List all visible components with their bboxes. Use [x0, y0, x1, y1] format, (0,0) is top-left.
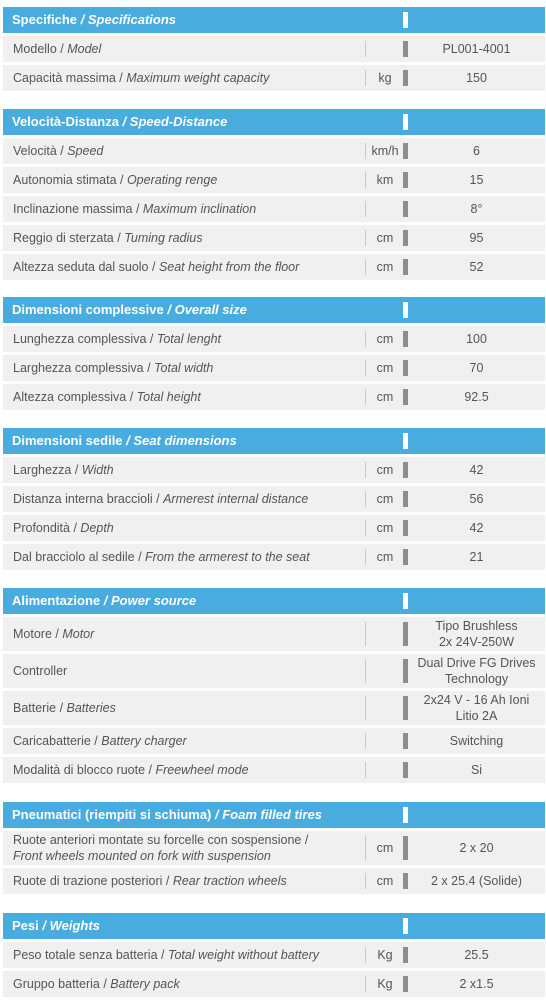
spec-section: [3, 428, 545, 570]
row-label: Inclinazione massima / Maximum inclination: [13, 202, 257, 216]
header-divider: [403, 433, 408, 449]
section-title-en: Specifications: [87, 12, 177, 27]
section-title: Pneumatici (riempiti si schiuma): [12, 807, 212, 822]
label-en: Operating renge: [126, 173, 218, 187]
spec-row: [3, 457, 545, 483]
label-en: Motor: [62, 627, 95, 641]
row-value: 15: [469, 173, 484, 187]
column-divider: [365, 143, 366, 159]
spec-row: [3, 942, 545, 968]
spec-row: [3, 971, 545, 997]
column-divider: [365, 230, 366, 246]
row-value: 70: [469, 361, 484, 375]
label-en: Total width: [154, 361, 214, 375]
label-en: Total lenght: [156, 332, 222, 346]
row-value: 52: [469, 260, 484, 274]
row-unit: cm: [376, 874, 394, 888]
row-unit: km/h: [371, 144, 399, 158]
spec-section: [3, 7, 545, 91]
row-value: PL001-4001: [442, 42, 511, 56]
spec-row: [3, 384, 545, 410]
section-title-en: Weights: [49, 918, 100, 933]
spec-section: [3, 297, 545, 410]
column-divider: [365, 622, 366, 646]
spec-row: [3, 326, 545, 352]
label-it: Motore: [13, 627, 52, 641]
header-divider: [403, 114, 408, 130]
row-label: Gruppo batteria / Battery pack: [13, 977, 180, 991]
label-en: Batteries: [66, 701, 116, 715]
spec-row: [3, 544, 545, 570]
label-it: Peso totale senza batteria: [13, 948, 158, 962]
row-value: 56: [469, 492, 484, 506]
spec-row: [3, 486, 545, 512]
section-header: Pesi / Weights: [3, 913, 545, 939]
row-value: 42: [469, 521, 484, 535]
label-it: Capacità massima: [13, 71, 116, 85]
row-unit: cm: [376, 361, 394, 375]
label-en: Maximum weight capacity: [126, 71, 270, 85]
label-it: Modalità di blocco ruote: [13, 763, 146, 777]
row-label: [13, 654, 67, 688]
column-divider: [365, 549, 366, 565]
row-value: 8°: [470, 202, 483, 216]
column-divider: [365, 836, 366, 860]
label-en: Total height: [136, 390, 201, 404]
header-divider: [403, 12, 408, 28]
row-label: Altezza seduta dal suolo / Seat height from the floor: [13, 260, 300, 274]
row-unit: cm: [376, 332, 394, 346]
label-it: Profondità: [13, 521, 70, 535]
label-en: Depth: [80, 521, 114, 535]
spec-row: [3, 515, 545, 541]
label-en: Freewheel mode: [155, 763, 249, 777]
spec-row: [3, 617, 545, 651]
header-divider: [403, 593, 408, 609]
row-unit: kg: [378, 71, 392, 85]
row-value: 42: [469, 463, 484, 477]
row-label: Larghezza / Width: [13, 463, 114, 477]
label-en: Width: [81, 463, 114, 477]
row-unit: [367, 757, 403, 783]
label-it: Larghezza complessiva: [13, 361, 144, 375]
header-divider: [403, 918, 408, 934]
section-header: Specifiche / Specifications: [3, 7, 545, 33]
row-unit: [367, 196, 403, 222]
spec-row: [3, 138, 545, 164]
spec-section: [3, 588, 545, 783]
label-it: Dal bracciolo al sedile: [13, 550, 135, 564]
column-divider: [365, 41, 366, 57]
row-label: Ruote di trazione posteriori / Rear traction wheels: [13, 874, 287, 888]
label-it: Inclinazione massima: [13, 202, 133, 216]
row-label: Ruote anteriori montate su forcelle con sospensione / Front wheels mounted on fork with suspension: [13, 833, 309, 863]
row-unit: [367, 617, 403, 651]
label-en: From the armerest to the seat: [145, 550, 310, 564]
section-title-en: Seat dimensions: [133, 433, 237, 448]
section-title-en: Speed-Distance: [129, 114, 228, 129]
row-unit: cm: [376, 550, 394, 564]
row-label: Velocità / Speed: [13, 144, 104, 158]
row-label: Modello / Model: [13, 42, 102, 56]
row-value: 2 x 20: [459, 841, 494, 855]
spec-row: [3, 196, 545, 222]
row-label: Capacità massima / Maximum weight capacity: [13, 71, 270, 85]
row-label: Autonomia stimata / Operating renge: [13, 173, 218, 187]
header-divider: [403, 302, 408, 318]
column-divider: [365, 659, 366, 683]
column-divider: [365, 331, 366, 347]
spec-row: [3, 36, 545, 62]
label-it: Larghezza: [13, 463, 72, 477]
column-divider: [365, 873, 366, 889]
row-label: Lunghezza complessiva / Total lenght: [13, 332, 222, 346]
label-it: Lunghezza complessiva: [13, 332, 147, 346]
label-it: Ruote anteriori montate su forcelle con sospensione: [13, 833, 302, 847]
spec-section: [3, 802, 545, 894]
row-value: 100: [466, 332, 487, 346]
column-divider: [365, 360, 366, 376]
section-title: Alimentazione: [12, 593, 101, 608]
label-en: Total weight without battery: [167, 948, 319, 962]
row-value: 21: [469, 550, 484, 564]
column-divider: [365, 696, 366, 720]
spec-row: [3, 691, 545, 725]
spec-row: [3, 728, 545, 754]
row-unit: cm: [376, 521, 394, 535]
label-it: Batterie: [13, 701, 57, 715]
section-header: Velocità-Distanza / Speed-Distance: [3, 109, 545, 135]
section-title-en: Foam filled tires: [222, 807, 322, 822]
row-unit: [367, 728, 403, 754]
spec-row: [3, 831, 545, 865]
spec-row: [3, 868, 545, 894]
section-title: Dimensioni sedile: [12, 433, 123, 448]
label-it: Altezza seduta dal suolo: [13, 260, 149, 274]
section-header: Alimentazione / Power source: [3, 588, 545, 614]
column-divider: [365, 733, 366, 749]
column-divider: [365, 520, 366, 536]
column-divider: [365, 201, 366, 217]
label-en: Tuming radius: [124, 231, 203, 245]
row-label: Modalità di blocco ruote / Freewheel mode: [13, 763, 249, 777]
row-value: Si: [470, 763, 483, 777]
label-en: Battery charger: [101, 734, 187, 748]
row-value: 92.5: [464, 390, 489, 404]
row-label: Motore / Motor: [13, 627, 95, 641]
row-label: Batterie / Batteries: [13, 701, 116, 715]
spec-row: [3, 167, 545, 193]
row-label: Caricabatterie / Battery charger: [13, 734, 187, 748]
row-label: Dal bracciolo al sedile / From the armerest to the seat: [13, 550, 310, 564]
row-value: Switching: [449, 734, 504, 748]
label-en: Rear traction wheels: [172, 874, 287, 888]
spec-row: [3, 225, 545, 251]
row-value: Tipo Brushless 2x 24V-250W: [435, 619, 518, 649]
row-label: Reggio di sterzata / Tuming radius: [13, 231, 203, 245]
label-it: Caricabatterie: [13, 734, 91, 748]
row-label: Altezza complessiva / Total height: [13, 390, 201, 404]
row-unit: cm: [376, 492, 394, 506]
row-unit: km: [376, 173, 394, 187]
row-value: 2 x 25.4 (Solide): [430, 874, 523, 888]
label-en: Armerest internal distance: [163, 492, 309, 506]
row-unit: cm: [376, 231, 394, 245]
spec-row: [3, 654, 545, 688]
label-it: Modello: [13, 42, 57, 56]
row-value: 6: [473, 144, 480, 158]
row-value: 2x24 V - 16 Ah Ioni Litio 2A: [423, 693, 530, 723]
spec-row: [3, 355, 545, 381]
column-divider: [365, 976, 366, 992]
row-value: 2 x1.5: [459, 977, 494, 991]
spec-section: [3, 109, 545, 280]
section-header: Dimensioni sedile / Seat dimensions: [3, 428, 545, 454]
spec-row: [3, 757, 545, 783]
row-label: Distanza interna braccioli / Armerest internal distance: [13, 492, 309, 506]
row-value: 95: [469, 231, 484, 245]
section-title: Specifiche: [12, 12, 78, 27]
column-divider: [365, 70, 366, 86]
row-label: Profondità / Depth: [13, 521, 114, 535]
row-unit: cm: [376, 260, 394, 274]
row-unit: Kg: [377, 977, 393, 991]
label-en: Model: [67, 42, 102, 56]
row-value: 25.5: [464, 948, 489, 962]
label-it: Distanza interna braccioli: [13, 492, 153, 506]
label-it: Reggio di sterzata: [13, 231, 114, 245]
row-unit: [367, 654, 403, 688]
label-en: Speed: [67, 144, 104, 158]
row-unit: [367, 36, 403, 62]
label-it: Gruppo batteria: [13, 977, 100, 991]
row-label: Larghezza complessiva / Total width: [13, 361, 214, 375]
section-header: Pneumatici (riempiti si schiuma) / Foam filled tires: [3, 802, 545, 828]
column-divider: [365, 491, 366, 507]
section-title-en: Overall size: [174, 302, 247, 317]
spec-section: [3, 913, 545, 997]
row-label: Peso totale senza batteria / Total weight without battery: [13, 948, 319, 962]
label-it: Velocità: [13, 144, 57, 158]
column-divider: [365, 462, 366, 478]
row-unit: [367, 691, 403, 725]
column-divider: [365, 947, 366, 963]
section-title-en: Power source: [110, 593, 197, 608]
column-divider: [365, 762, 366, 778]
label-it: Ruote di trazione posteriori: [13, 874, 163, 888]
row-value: Dual Drive FG Drives Technology: [417, 656, 536, 686]
spec-row: [3, 65, 545, 91]
row-unit: cm: [376, 390, 394, 404]
spec-row: [3, 254, 545, 280]
row-unit: cm: [376, 463, 394, 477]
label-en: Seat height from the floor: [158, 260, 300, 274]
label-en: Battery pack: [110, 977, 180, 991]
column-divider: [365, 172, 366, 188]
header-divider: [403, 807, 408, 823]
column-divider: [365, 259, 366, 275]
label-it: Autonomia stimata: [13, 173, 117, 187]
label-it: Altezza complessiva: [13, 390, 127, 404]
section-header: Dimensioni complessive / Overall size: [3, 297, 545, 323]
section-title: Pesi: [12, 918, 39, 933]
row-unit: cm: [376, 841, 394, 855]
label-it: Controller: [13, 664, 68, 678]
section-title: Dimensioni complessive: [12, 302, 164, 317]
label-en: Front wheels mounted on fork with suspension: [13, 849, 271, 863]
row-unit: Kg: [377, 948, 393, 962]
label-en: Maximum inclination: [142, 202, 257, 216]
section-title: Velocità-Distanza: [12, 114, 119, 129]
column-divider: [365, 389, 366, 405]
row-value: 150: [466, 71, 487, 85]
